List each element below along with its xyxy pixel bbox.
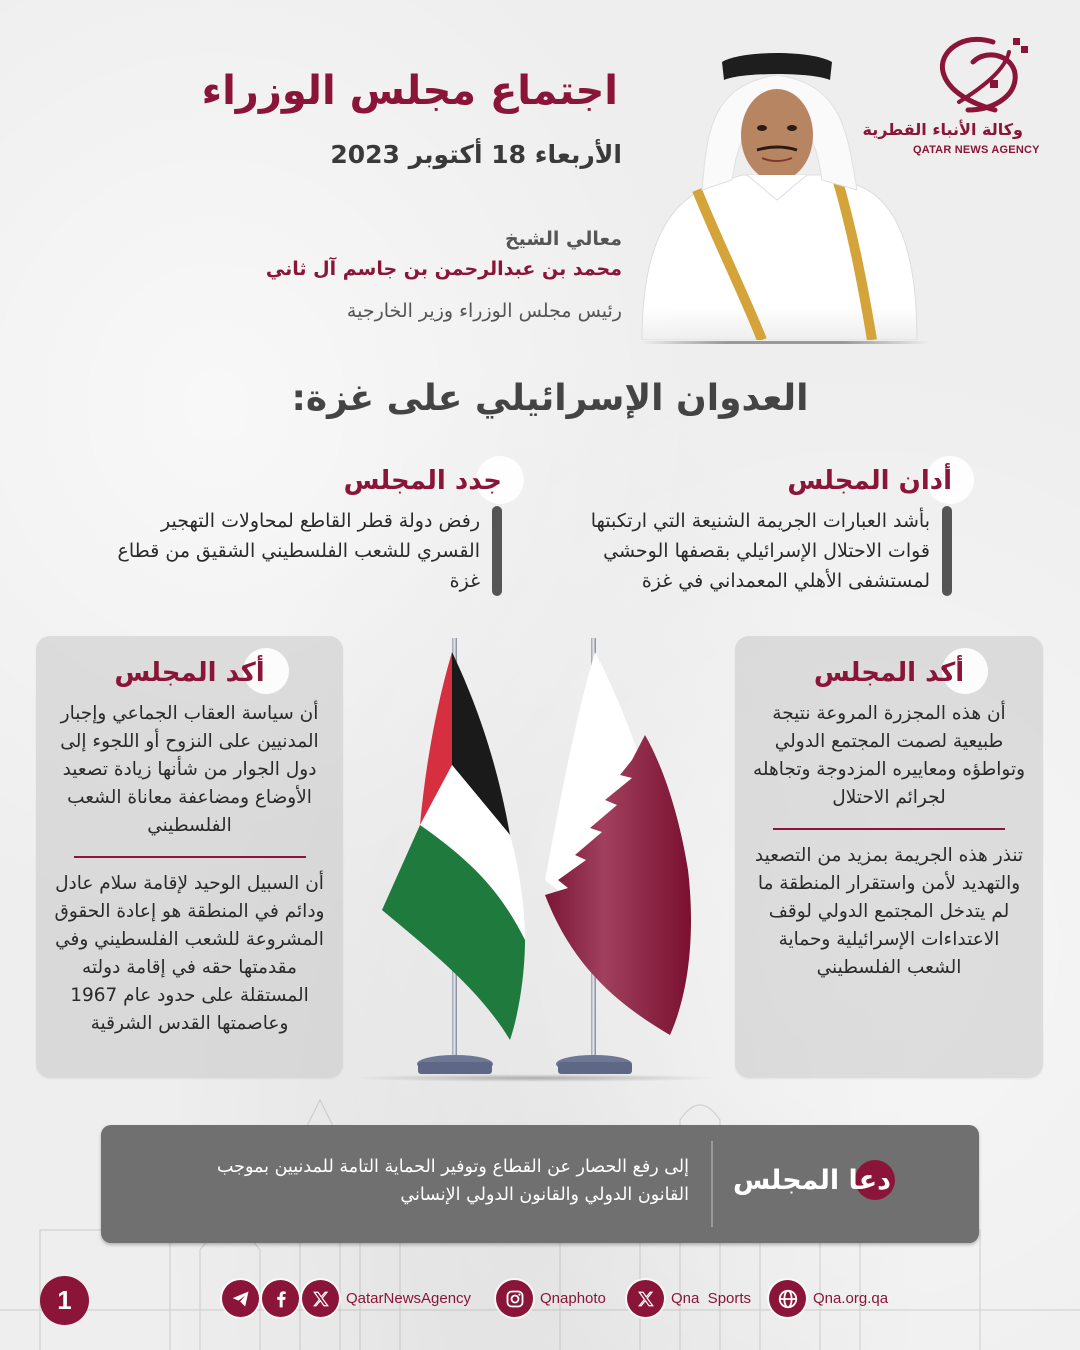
statement-bar [942, 506, 952, 596]
social-label[interactable]: Qna.org.qa [813, 1290, 889, 1307]
statement-bar [492, 506, 502, 596]
card-affirmed-2 [36, 636, 343, 1078]
section-heading: العدوان الإسرائيلي على غزة: [291, 378, 809, 419]
social-qnaphoto[interactable] [496, 1280, 606, 1317]
telegram-icon[interactable] [222, 1280, 259, 1317]
social-label[interactable]: Qnaphoto [540, 1290, 606, 1307]
social-label[interactable]: Qna Sports [671, 1290, 752, 1307]
social-qna-sports[interactable] [627, 1280, 751, 1317]
card-paragraph: أن هذه المجزرة المروعة نتيجة طبيعية لصمت المجتمع الدولي وتواطؤه ومعاييره المزدوجة وتجاهله لجرائم الاحتلال [752, 703, 1026, 808]
statement-title: جدد المجلس [343, 466, 502, 496]
person-role: رئيس مجلس الوزراء وزير الخارجية [346, 300, 622, 322]
callout-title: دعا المجلس [733, 1165, 891, 1196]
social-qatarnewsagency[interactable] [222, 1280, 471, 1317]
card-affirmed-1 [735, 636, 1043, 1078]
card-title: أكد المجلس [813, 658, 965, 688]
flags-illustration [370, 630, 700, 1080]
meeting-date: الأربعاء 18 أكتوبر 2023 [330, 140, 622, 169]
statement-text: رفض دولة قطر القاطع لمحاولات التهجير القسري للشعب الفلسطيني الشقيق من قطاع غزة [117, 510, 480, 592]
council-called-callout [101, 1125, 979, 1243]
card-divider [773, 828, 1005, 830]
header-divider [640, 341, 930, 344]
callout-separator [711, 1141, 713, 1227]
qna-emblem-icon [933, 32, 1033, 116]
facebook-icon[interactable] [262, 1280, 299, 1317]
statement-title: أدان المجلس [787, 466, 952, 496]
flags-base-shadow [350, 1074, 720, 1082]
logo-english-name: QATAR NEWS AGENCY [913, 144, 1040, 156]
person-name: محمد بن عبدالرحمن بن جاسم آل ثاني [265, 258, 622, 280]
instagram-icon[interactable] [496, 1280, 533, 1317]
qna-logo [862, 32, 1055, 162]
card-divider [74, 856, 306, 858]
statement-renewed [102, 466, 502, 596]
x-icon[interactable] [302, 1280, 339, 1317]
card-title: أكد المجلس [114, 658, 265, 688]
logo-arabic-name: وكالة الأنباء القطرية [862, 120, 1023, 139]
callout-text: إلى رفع الحصار عن القطاع وتوفير الحماية التامة للمدنيين بموجب القانون الدولي والقانون الدولي الإنساني [217, 1157, 689, 1205]
qatar-flag-icon [545, 638, 691, 1074]
prime-minister-portrait [632, 40, 924, 340]
page-title: اجتماع مجلس الوزراء [201, 68, 618, 114]
person-honorific: معالي الشيخ [504, 228, 622, 250]
card-paragraph: أن سياسة العقاب الجماعي وإجبار المدنيين على النزوح أو اللجوء إلى دول الجوار من شأنها زيادة تصعيد الأوضاع ومضاعفة معاناة الشعب الفلسطيني [60, 703, 319, 836]
card-paragraph: تنذر هذه الجريمة بمزيد من التصعيد والتهديد لأمن واستقرار المنطقة ما لم يتدخل المجتمع الدولي لوقف الاعتداءات الإسرائيلية وحماية الشعب الفلسطيني [754, 845, 1024, 978]
social-label[interactable]: QatarNewsAgency [346, 1290, 472, 1307]
statement-text: بأشد العبارات الجريمة الشنيعة التي ارتكبتها قوات الاحتلال الإسرائيلي بقصفها الوحشي لمستشفى الأهلي المعمداني في غزة [590, 510, 930, 592]
palestine-flag-icon [382, 638, 525, 1074]
x-icon[interactable] [627, 1280, 664, 1317]
social-website[interactable] [769, 1280, 888, 1317]
page-number-badge: 1 [40, 1276, 89, 1325]
card-paragraph: أن السبيل الوحيد لإقامة سلام عادل ودائم في المنطقة هو إعادة الحقوق المشروعة للشعب الفلسطيني وفي مقدمتها حقه في إقامة دولته المستقلة على حدود عام 1967 وعاصمتها القدس الشرقية [54, 873, 325, 1034]
globe-icon[interactable] [769, 1280, 806, 1317]
statement-condemned [552, 466, 952, 596]
